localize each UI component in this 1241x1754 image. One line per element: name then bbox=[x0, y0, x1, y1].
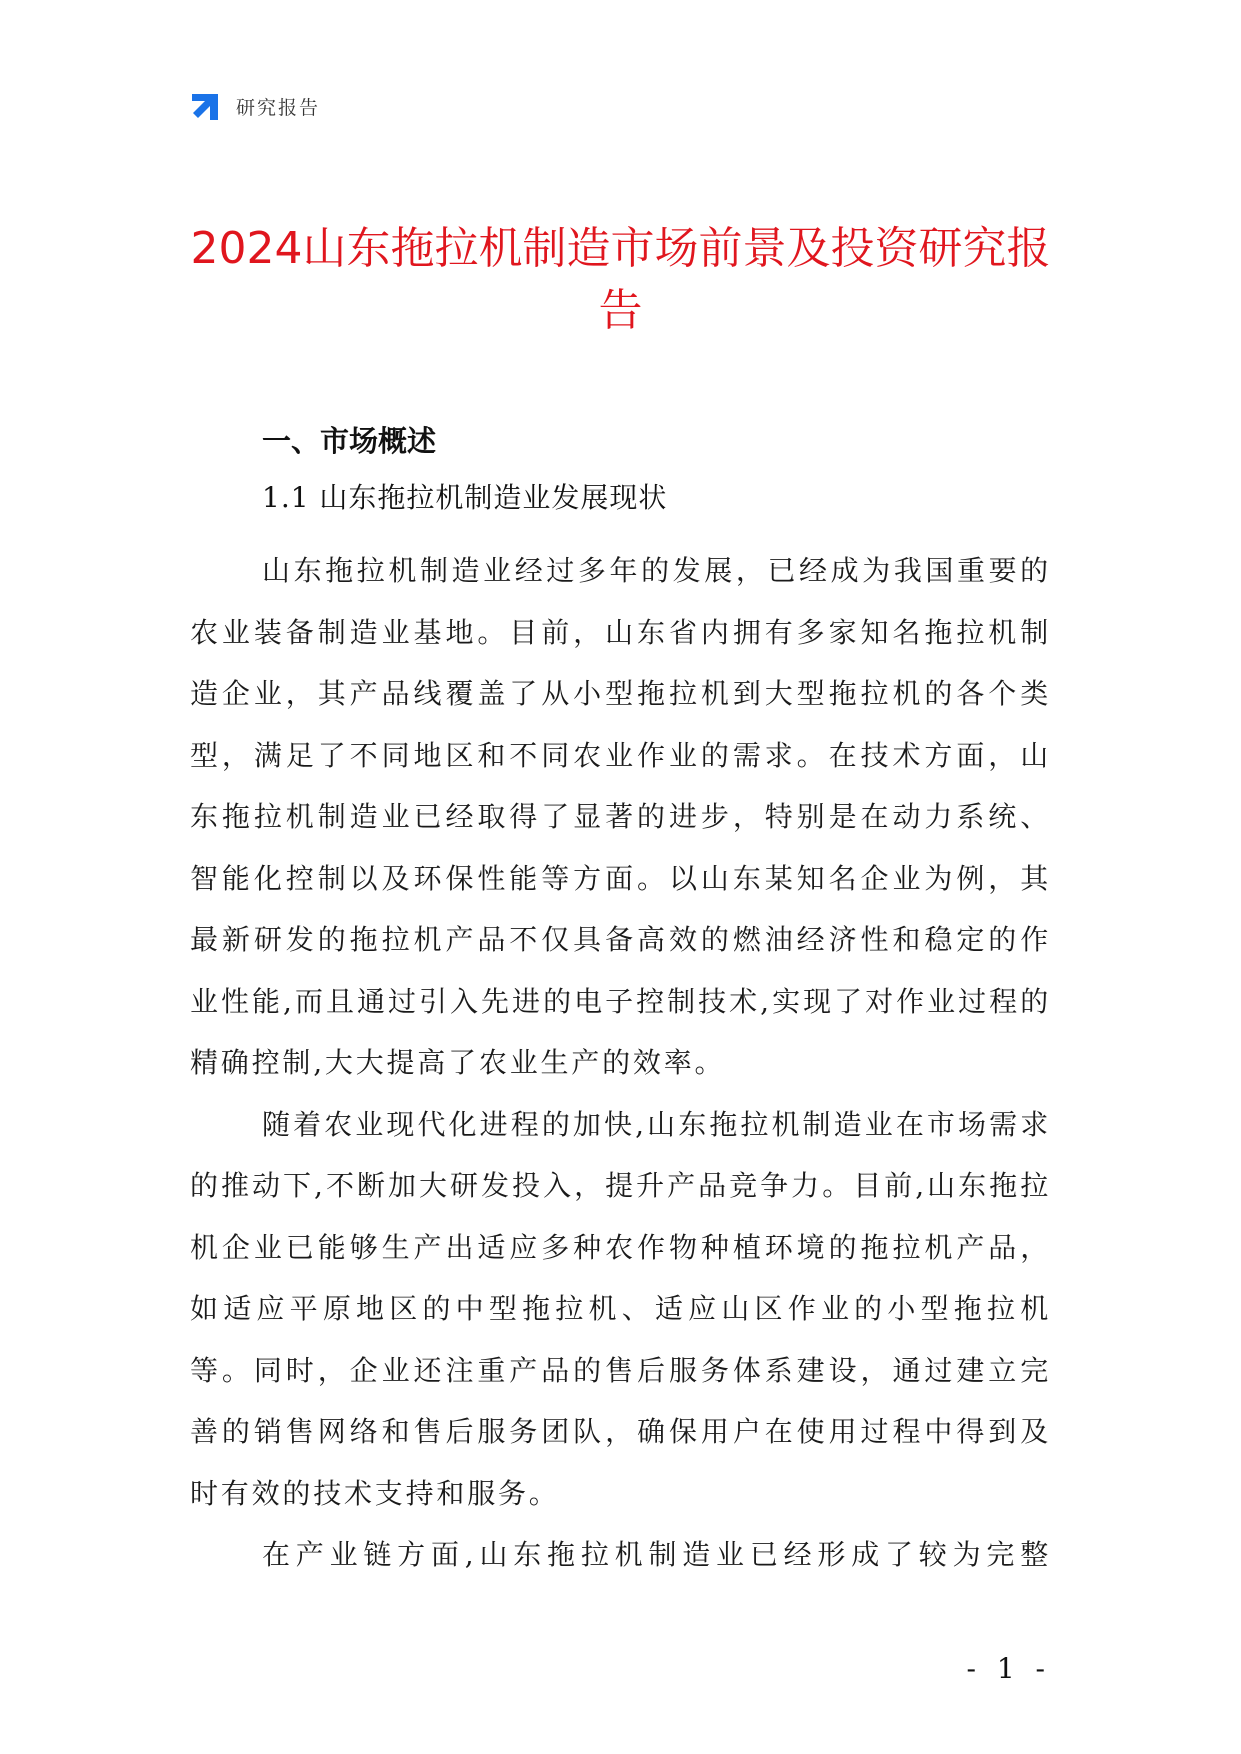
document-title: 2024山东拖拉机制造市场前景及投资研究报告 bbox=[190, 223, 1051, 336]
header-label: 研究报告 bbox=[236, 96, 321, 119]
document-body bbox=[190, 418, 1051, 1586]
body-paragraph: 在产业链方面,山东拖拉机制造业已经形成了较为完整 bbox=[262, 1538, 1051, 1571]
arrow-logo-icon bbox=[190, 90, 222, 122]
body-paragraph: 山东拖拉机制造业经过多年的发展，已经成为我国重要的农业装备制造业基地。目前，山东省内拥有多家知名拖拉机制造企业，其产品线覆盖了从小型拖拉机到大型拖拉机的各个类型，满足了不同地区和不同农业作业的需求。在技术方面，山东拖拉机制造业已经取得了显著的进步，特别是在动力系统、智能化控制以及环保性能等方面。以山东某知名企业为例，其最新研发的拖拉机产品不仅具备高效的燃油经济性和稳定的作业性能,而且通过引入先进的电子控制技术,实现了对作业过程的精确控制,大大提高了农业生产的效率。 bbox=[190, 554, 1051, 1079]
page-number: - 1 - bbox=[966, 1652, 1051, 1685]
subsection-heading: 1.1 山东拖拉机制造业发展现状 bbox=[262, 481, 668, 514]
section-heading: 一、市场概述 bbox=[262, 424, 437, 458]
report-header bbox=[190, 90, 320, 122]
body-paragraph: 随着农业现代化进程的加快,山东拖拉机制造业在市场需求的推动下,不断加大研发投入，提升产品竞争力。目前,山东拖拉机企业已能够生产出适应多种农作物种植环境的拖拉机产品，如适应平原地区的中型拖拉机、适应山区作业的小型拖拉机等。同时，企业还注重产品的售后服务体系建设，通过建立完善的销售网络和售后服务团队，确保用户在使用过程中得到及时有效的技术支持和服务。 bbox=[190, 1107, 1051, 1510]
